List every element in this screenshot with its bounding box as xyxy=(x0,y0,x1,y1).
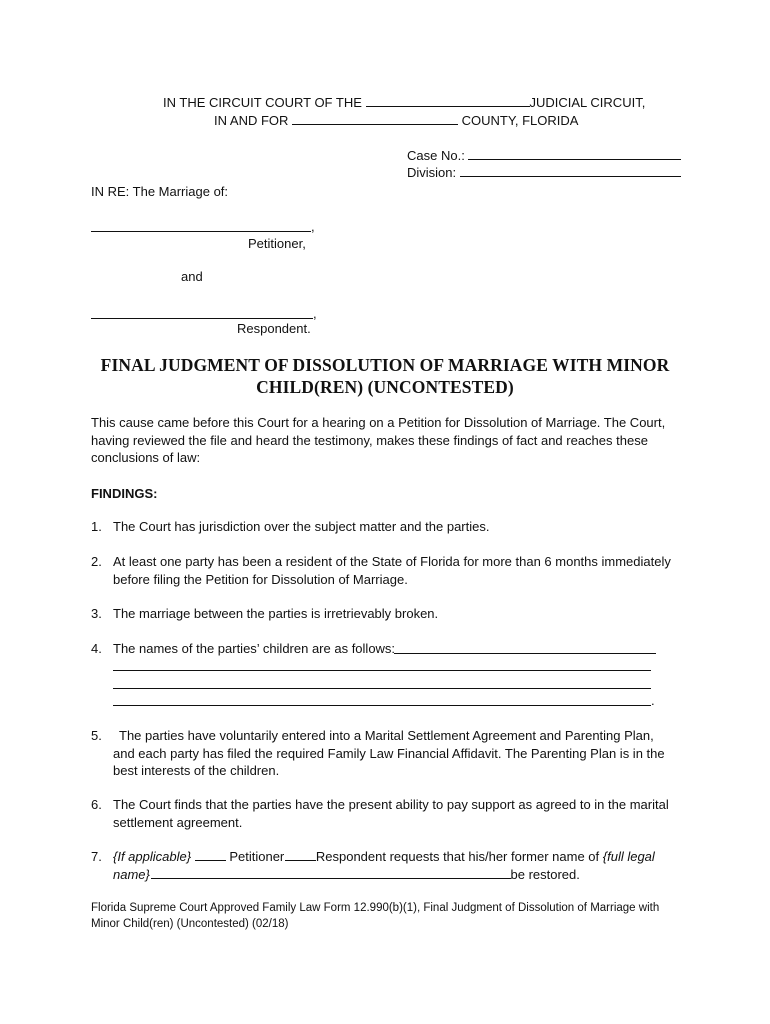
judicial-circuit-field[interactable] xyxy=(366,94,530,107)
in-re-label: IN RE: The Marriage of: xyxy=(91,184,229,199)
finding-1-number: 1. xyxy=(91,519,102,534)
finding-4-number: 4. xyxy=(91,641,102,656)
form-footer: Florida Supreme Court Approved Family Law Form 12.990(b)(1), Final Judgment of Dissolution of Marriage with Minor Child(ren) (Uncontested) (02/18) xyxy=(91,902,660,930)
finding-3-number: 3. xyxy=(91,606,102,621)
respondent-name-field[interactable] xyxy=(91,318,313,319)
children-names-period: . xyxy=(651,693,655,708)
finding-1-text: The Court has jurisdiction over the subject matter and the parties. xyxy=(113,519,490,534)
respondent-check-field[interactable] xyxy=(285,848,316,861)
finding-7-line2: name} be restored. xyxy=(113,867,580,882)
case-no-line: Case No.: xyxy=(407,147,681,164)
petitioner-check-field[interactable] xyxy=(195,848,226,861)
children-names-field-4[interactable] xyxy=(113,705,651,706)
respondent-label: Respondent. xyxy=(237,321,311,336)
finding-2-number: 2. xyxy=(91,554,102,569)
finding-6-number: 6. xyxy=(91,797,102,812)
former-name-field[interactable] xyxy=(151,866,511,879)
and-label: and xyxy=(181,269,203,284)
petitioner-comma: , xyxy=(311,219,315,234)
division-line: Division: xyxy=(407,164,681,181)
finding-7-number: 7. xyxy=(91,849,102,864)
finding-7-line1: {If applicable} Petitioner Respondent requests that his/her former name of {full legal xyxy=(113,849,655,864)
children-names-field-1[interactable] xyxy=(394,653,656,654)
finding-5-text: The parties have voluntarily entered into a Marital Settlement Agreement and Parenting Plan, and each party has filed the required Family Law Financial Affidavit. The Parenting Plan is in the best interests of the children. xyxy=(113,728,665,778)
finding-5-number: 5. xyxy=(91,728,102,743)
county-line: IN AND FOR COUNTY, FLORIDA xyxy=(214,113,579,128)
finding-4-text: The names of the parties’ children are as follows: xyxy=(113,641,396,656)
document-title-line1: FINAL JUDGMENT OF DISSOLUTION OF MARRIAGE WITH MINOR xyxy=(100,355,670,375)
findings-heading: FINDINGS: xyxy=(91,486,158,501)
respondent-comma: , xyxy=(313,306,317,321)
county-field[interactable] xyxy=(292,112,458,125)
division-field[interactable] xyxy=(460,164,681,177)
petitioner-name-field[interactable] xyxy=(91,231,311,232)
petitioner-label: Petitioner, xyxy=(248,236,306,251)
case-number-field[interactable] xyxy=(468,147,681,160)
children-names-field-3[interactable] xyxy=(113,688,651,689)
finding-6-text: The Court finds that the parties have the present ability to pay support as agreed to in the marital settlement agreement. xyxy=(113,797,669,830)
court-circuit-line: IN THE CIRCUIT COURT OF THE JUDICIAL CIRCUIT, xyxy=(163,95,646,110)
finding-3-text: The marriage between the parties is irretrievably broken. xyxy=(113,606,439,621)
document-title-line2: CHILD(REN) (UNCONTESTED) xyxy=(256,377,514,397)
children-names-field-2[interactable] xyxy=(113,670,651,671)
finding-2-text: At least one party has been a resident of the State of Florida for more than 6 months immediately before filing the Petition for Dissolution of Marriage. xyxy=(113,554,671,587)
intro-paragraph: This cause came before this Court for a hearing on a Petition for Dissolution of Marriage. The Court, having reviewed the file and heard the testimony, makes these findings of fact and reaches these conclusions of law: xyxy=(91,415,666,465)
